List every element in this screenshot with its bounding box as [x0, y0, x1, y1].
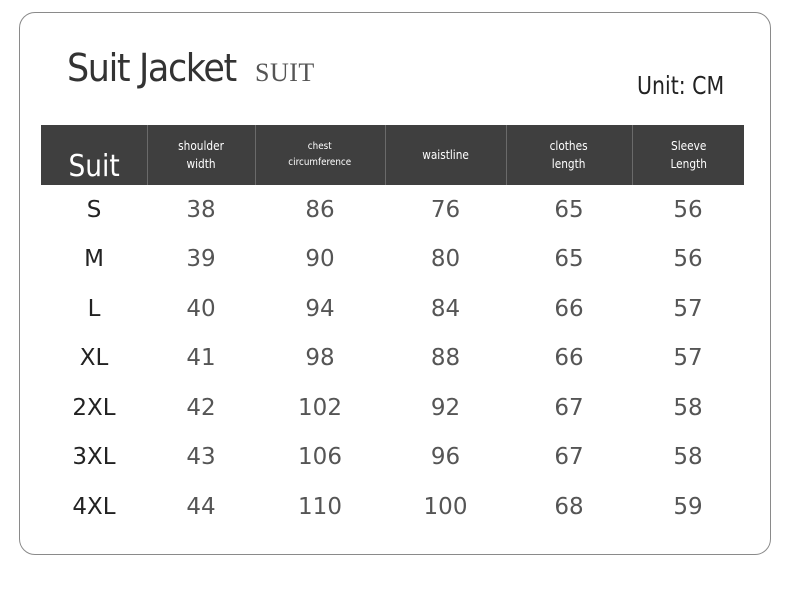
header-clothes-length: clothes length	[506, 125, 632, 185]
cell-clothes-length: 66	[554, 295, 584, 322]
cell-waistline: 84	[430, 295, 461, 322]
cell-sleeve-length: 58	[673, 394, 703, 421]
cell-size: 2XL	[72, 394, 116, 421]
cell-chest-circumference: 106	[298, 444, 342, 471]
unit-label: Unit: CM	[637, 71, 725, 100]
cell-clothes-length: 67	[554, 444, 584, 471]
cell-shoulder-width: 42	[186, 394, 216, 421]
cell-shoulder-width: 44	[186, 493, 216, 520]
table-row	[41, 284, 744, 334]
page-title: Suit Jacket	[67, 46, 236, 90]
cell-size: 4XL	[72, 493, 116, 520]
cell-size: L	[87, 295, 101, 322]
cell-size: M	[84, 246, 104, 273]
table-row	[41, 383, 744, 433]
table-body	[41, 185, 744, 532]
cell-clothes-length: 65	[554, 196, 584, 223]
cell-clothes-length: 67	[554, 394, 584, 421]
cell-chest-circumference: 86	[305, 196, 335, 223]
table-row	[41, 235, 744, 285]
cell-sleeve-length: 57	[673, 295, 703, 322]
table-row	[41, 482, 744, 532]
title-suffix: SUIT	[255, 58, 315, 87]
cell-chest-circumference: 98	[305, 345, 335, 372]
table-row	[41, 185, 744, 235]
cell-sleeve-length: 56	[673, 246, 703, 273]
table-row	[41, 334, 744, 384]
cell-sleeve-length: 56	[673, 196, 703, 223]
cell-clothes-length: 66	[554, 345, 584, 372]
cell-chest-circumference: 90	[305, 246, 335, 273]
cell-size: S	[86, 196, 102, 223]
cell-clothes-length: 68	[554, 493, 584, 520]
cell-chest-circumference: 110	[298, 493, 342, 520]
cell-sleeve-length: 58	[673, 444, 703, 471]
cell-waistline: 80	[430, 246, 461, 273]
header-shoulder-width: shoulder width	[147, 125, 255, 185]
header-size: Suit	[41, 125, 147, 185]
cell-size: 3XL	[72, 444, 116, 471]
cell-waistline: 96	[430, 444, 461, 471]
cell-clothes-length: 65	[554, 246, 584, 273]
cell-shoulder-width: 41	[186, 345, 216, 372]
cell-waistline: 92	[430, 394, 461, 421]
cell-chest-circumference: 94	[305, 295, 335, 322]
table-header-row	[41, 125, 744, 185]
cell-chest-circumference: 102	[298, 394, 342, 421]
header-chest-circumference: chest circumference	[255, 125, 385, 185]
cell-shoulder-width: 39	[186, 246, 216, 273]
header-sleeve-length: Sleeve Length	[632, 125, 744, 185]
cell-size: XL	[79, 345, 109, 372]
header-waistline: waistline	[385, 125, 506, 185]
cell-waistline: 76	[430, 196, 461, 223]
cell-sleeve-length: 59	[673, 493, 703, 520]
cell-sleeve-length: 57	[673, 345, 703, 372]
cell-waistline: 88	[430, 345, 461, 372]
size-table	[41, 125, 744, 532]
cell-waistline: 100	[423, 493, 468, 520]
table-row	[41, 433, 744, 483]
cell-shoulder-width: 43	[186, 444, 216, 471]
cell-shoulder-width: 40	[186, 295, 216, 322]
cell-shoulder-width: 38	[186, 196, 216, 223]
